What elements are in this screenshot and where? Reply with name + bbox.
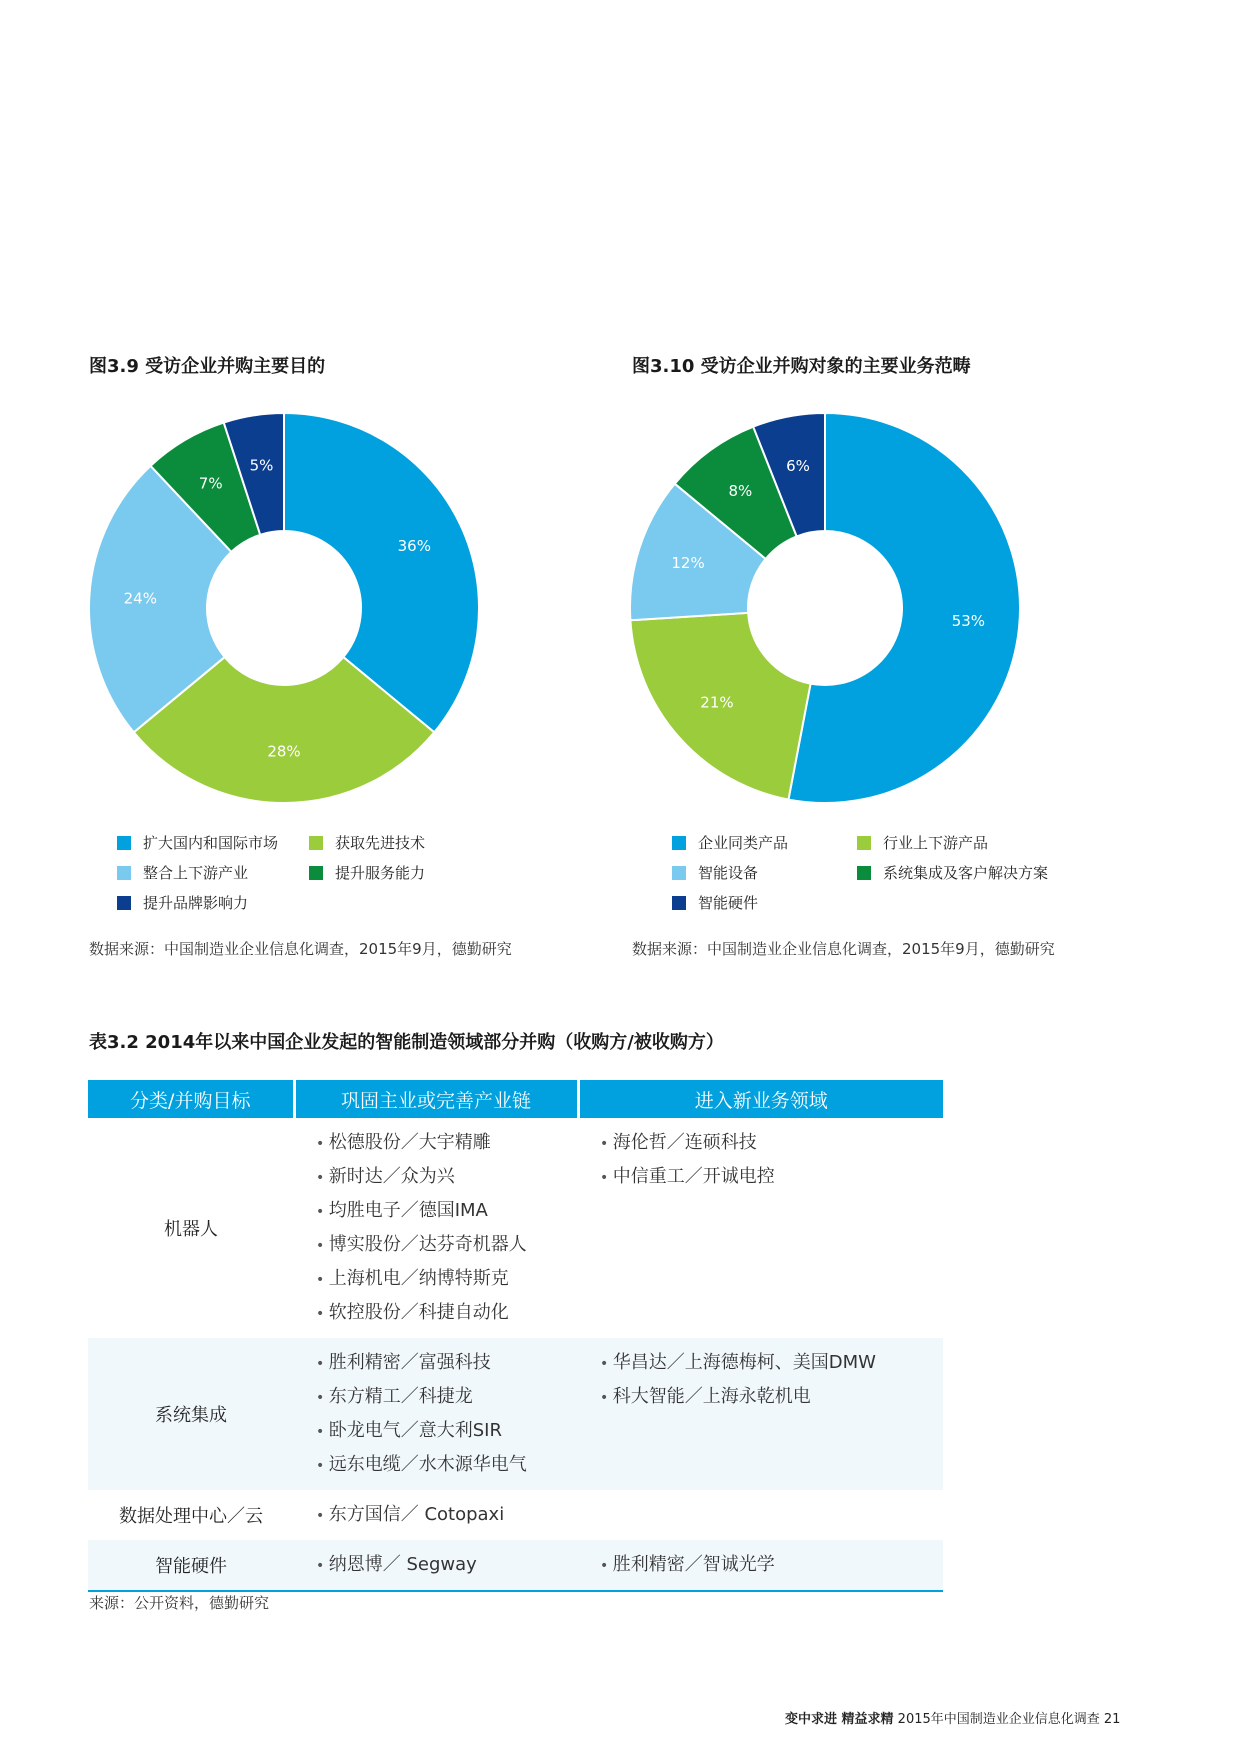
list-item: • 软控股份／科捷自动化	[316, 1296, 578, 1330]
slice-label: 5%	[249, 456, 274, 475]
row-consolidate-cell	[294, 1540, 578, 1591]
table-header-row	[88, 1080, 943, 1118]
donut-chart-3-10	[625, 408, 1025, 808]
donut-chart-3-9	[84, 408, 484, 808]
figure-3-9-title: 图3.9 受访企业并购主要目的	[89, 356, 326, 377]
row-new-business-cell	[578, 1338, 943, 1490]
footer-slogan: 变中求进 精益求精	[785, 1712, 894, 1727]
figure-3-10-source: 数据来源：中国制造业企业信息化调查，2015年9月，德勤研究	[632, 940, 1055, 958]
legend-swatch	[672, 866, 686, 880]
slice-label: 6%	[786, 457, 810, 476]
legend-item	[117, 862, 248, 883]
slice-label: 53%	[951, 612, 986, 631]
list-item: • 远东电缆／水木源华电气	[316, 1448, 578, 1482]
list-item: • 东方精工／科捷龙	[316, 1380, 578, 1414]
header-new-business: 进入新业务领域	[578, 1080, 943, 1118]
list-item: • 新时达／众为兴	[316, 1160, 578, 1194]
row-consolidate-cell	[294, 1118, 578, 1338]
row-category: 智能硬件	[88, 1540, 294, 1591]
legend-item	[309, 832, 425, 853]
list-item: • 胜利精密／智诚光学	[600, 1548, 943, 1582]
row-consolidate-cell	[294, 1338, 578, 1490]
row-category: 数据处理中心／云	[119, 1506, 263, 1527]
footer-report-title: 2015年中国制造业企业信息化调查	[897, 1712, 1100, 1727]
list-item: • 科大智能／上海永乾机电	[600, 1380, 943, 1414]
legend-item	[117, 832, 278, 853]
row-new-business-cell	[578, 1118, 943, 1338]
legend-item	[672, 832, 788, 853]
row-consolidate-cell	[294, 1490, 578, 1540]
legend-swatch	[857, 866, 871, 880]
page-number: 21	[1103, 1712, 1121, 1727]
row-category: 系统集成	[88, 1338, 294, 1490]
slice-label: 36%	[397, 537, 431, 556]
legend-label: 系统集成及客户解决方案	[883, 864, 1049, 882]
legend-item	[857, 862, 1048, 883]
legend-item	[857, 832, 988, 853]
legend-item	[309, 862, 425, 883]
legend-swatch	[672, 896, 686, 910]
figure-3-10-title: 图3.10 受访企业并购对象的主要业务范畴	[632, 356, 971, 377]
legend-label: 提升品牌影响力	[143, 894, 249, 912]
legend-label: 整合上下游产业	[143, 864, 249, 882]
list-item: • 东方国信／ Cotopaxi	[316, 1498, 578, 1532]
legend-3-9	[117, 832, 537, 922]
legend-label: 获取先进技术	[335, 834, 426, 852]
legend-label: 提升服务能力	[335, 864, 426, 882]
legend-item	[117, 892, 248, 913]
legend-swatch	[309, 836, 323, 850]
table-row	[88, 1118, 943, 1338]
legend-label: 扩大国内和国际市场	[143, 834, 279, 852]
slice-label: 12%	[671, 554, 705, 573]
list-item: • 均胜电子／德国IMA	[316, 1194, 578, 1228]
slice-label: 7%	[198, 474, 223, 493]
page-footer	[785, 1708, 1120, 1727]
legend-swatch	[672, 836, 686, 850]
list-item: • 卧龙电气／意大利SIR	[316, 1414, 578, 1448]
legend-item	[672, 892, 758, 913]
list-item: • 海伦哲／连硕科技	[600, 1126, 943, 1160]
table-row	[88, 1490, 943, 1540]
legend-swatch	[117, 866, 131, 880]
list-item: • 胜利精密／富强科技	[316, 1346, 578, 1380]
list-item: • 华昌达／上海德梅柯、美国DMW	[600, 1346, 943, 1380]
legend-3-10	[672, 832, 1112, 922]
legend-item	[672, 862, 758, 883]
table-source: 来源：公开资料，德勤研究	[89, 1594, 270, 1612]
legend-label: 智能设备	[698, 864, 759, 882]
legend-swatch	[857, 836, 871, 850]
table-3-2-title: 表3.2 2014年以来中国企业发起的智能制造领域部分并购（收购方/被收购方）	[89, 1032, 724, 1053]
figure-3-9-source: 数据来源：中国制造业企业信息化调查，2015年9月，德勤研究	[89, 940, 512, 958]
list-item: • 上海机电／纳博特斯克	[316, 1262, 578, 1296]
slice-label: 8%	[728, 482, 753, 501]
list-item: • 松德股份／大宇精雕	[316, 1126, 578, 1160]
slice-label: 28%	[267, 742, 301, 761]
row-category: 机器人	[164, 1219, 218, 1240]
list-item: • 中信重工／开诚电控	[600, 1160, 943, 1194]
ma-table	[88, 1080, 943, 1592]
legend-label: 企业同类产品	[698, 834, 789, 852]
legend-swatch	[117, 836, 131, 850]
legend-swatch	[117, 896, 131, 910]
row-new-business-cell	[578, 1540, 943, 1591]
header-category: 分类/并购目标	[88, 1080, 294, 1118]
legend-label: 行业上下游产品	[883, 834, 989, 852]
list-item: • 纳恩博／ Segway	[316, 1548, 578, 1582]
table-row	[88, 1540, 943, 1591]
list-item: • 博实股份／达芬奇机器人	[316, 1228, 578, 1262]
slice-label: 21%	[700, 693, 734, 712]
row-new-business-cell	[578, 1490, 943, 1540]
table-row	[88, 1338, 943, 1490]
legend-label: 智能硬件	[698, 894, 759, 912]
slice-label: 24%	[123, 589, 157, 608]
header-consolidate: 巩固主业或完善产业链	[294, 1080, 578, 1118]
legend-swatch	[309, 866, 323, 880]
